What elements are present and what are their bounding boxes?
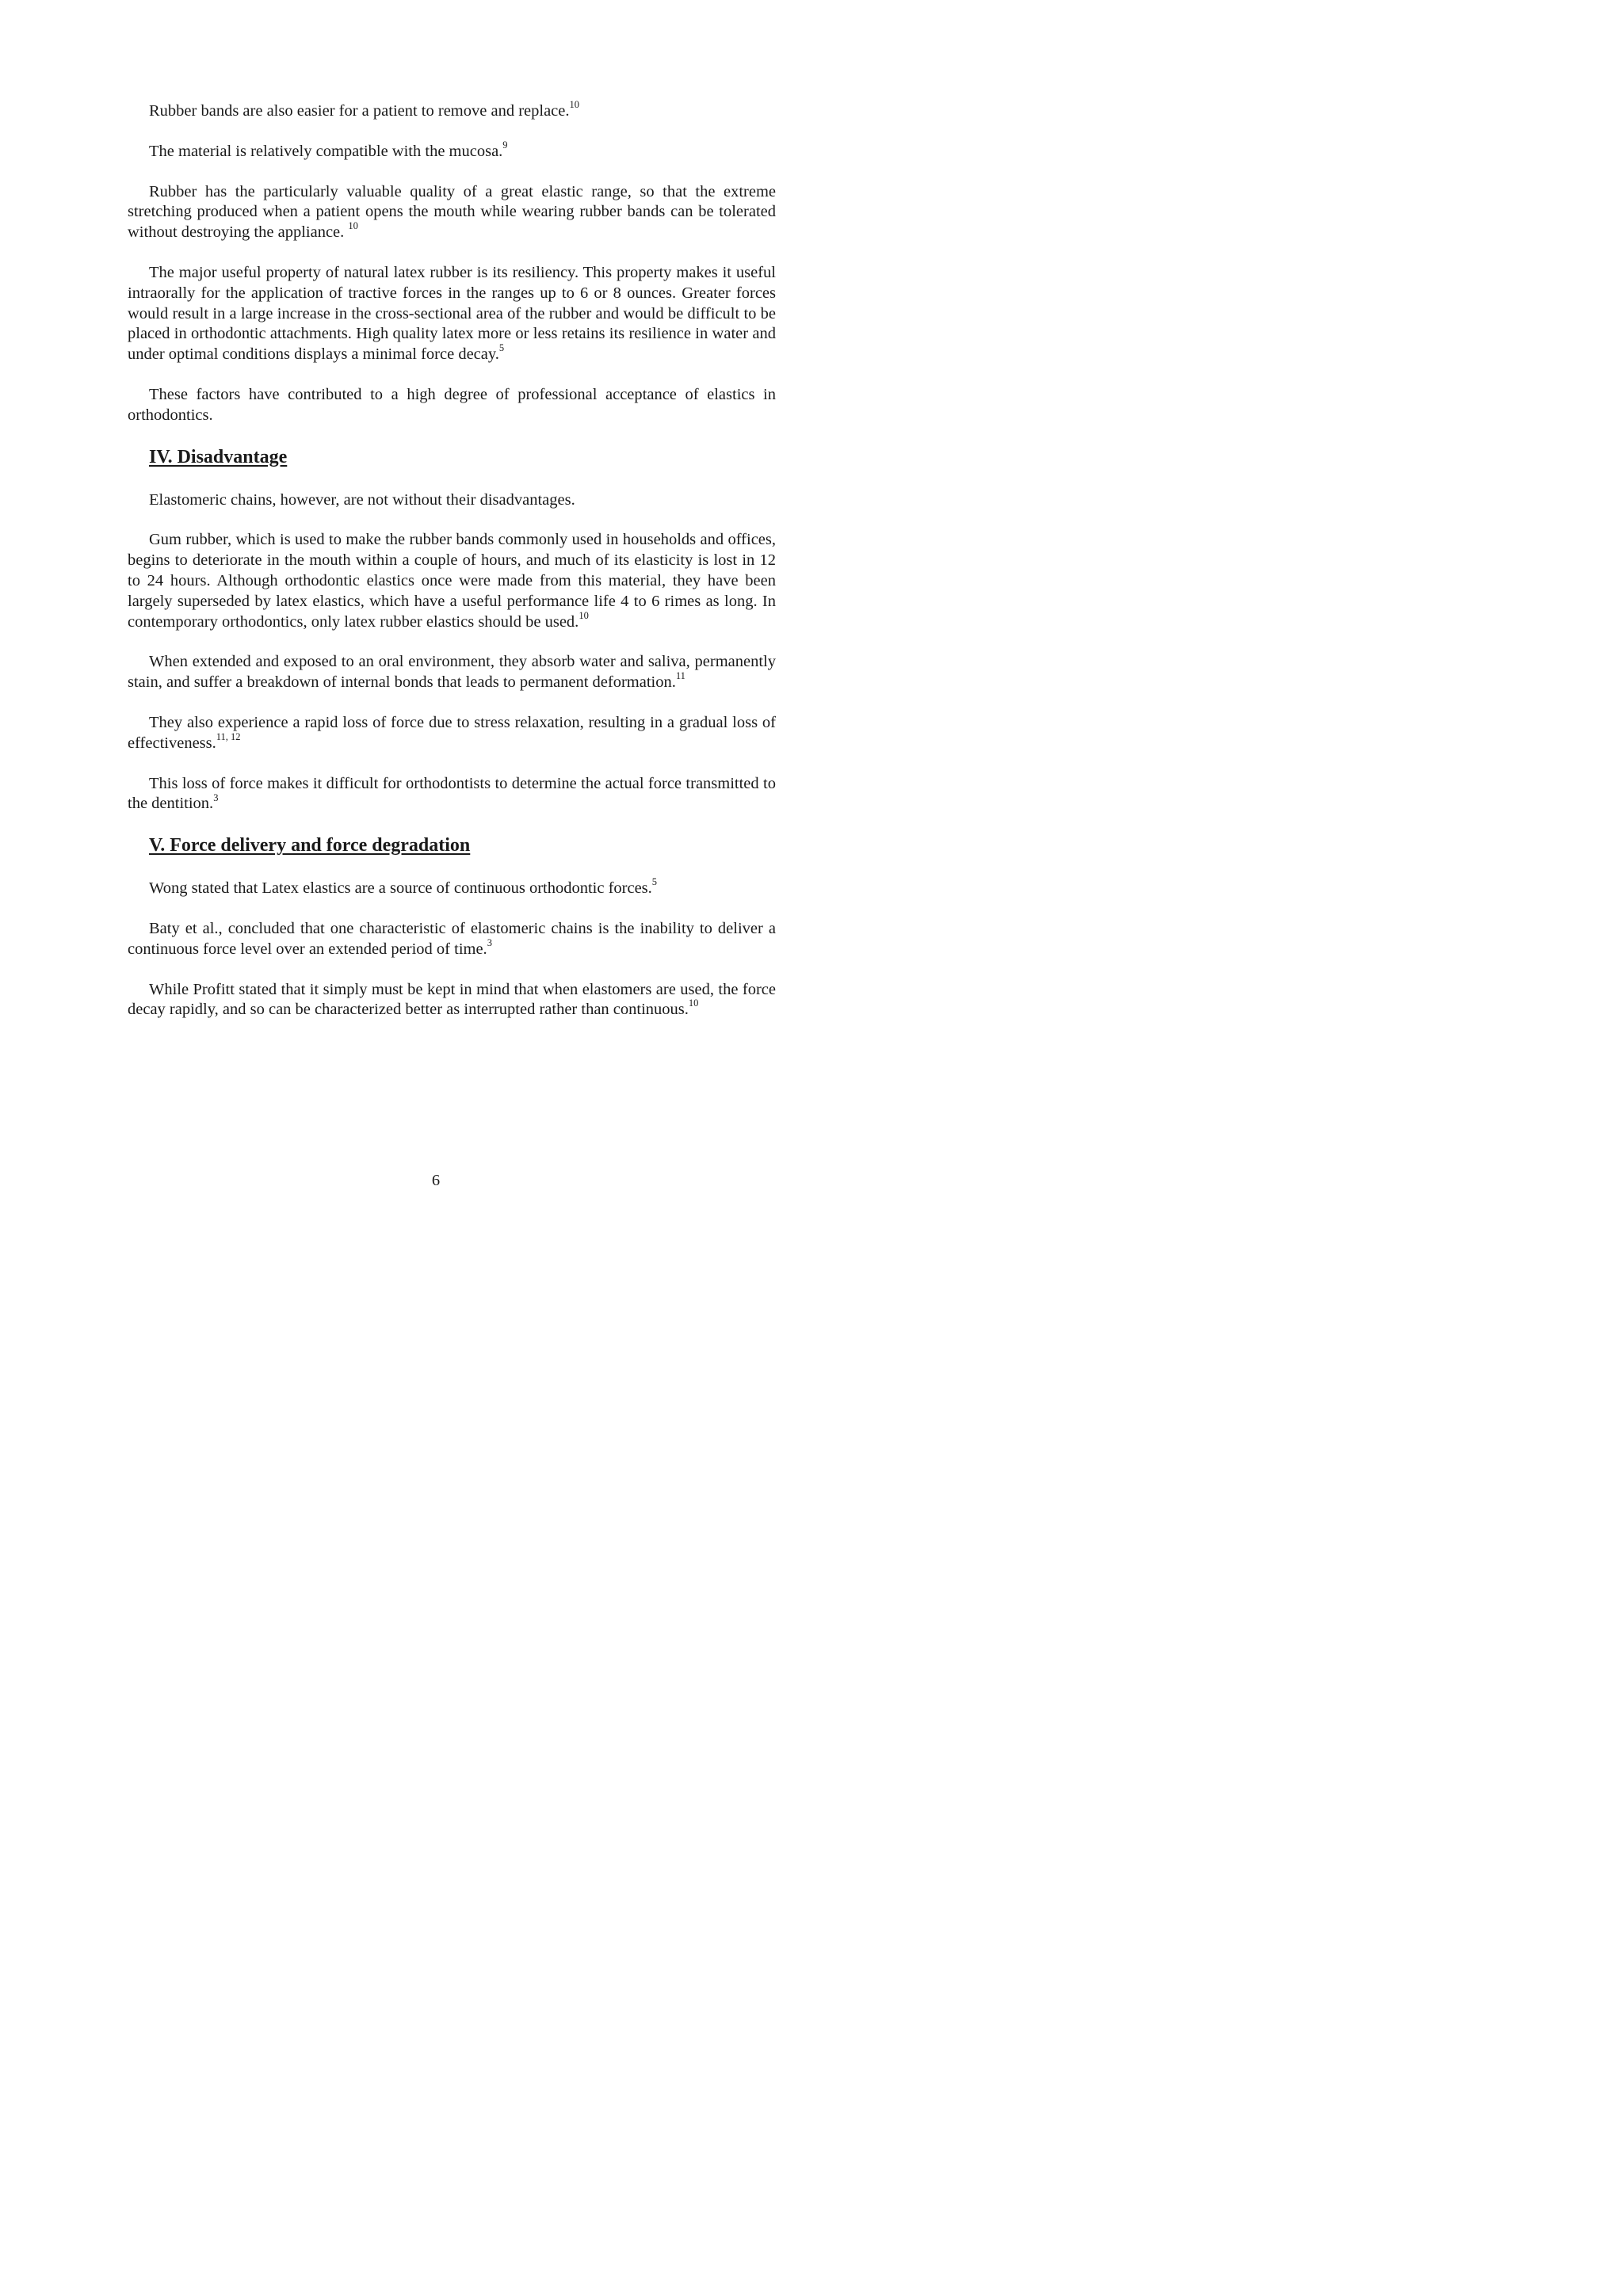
paragraph-baty: [128, 919, 776, 960]
citation-ref: 3: [487, 936, 492, 948]
citation-ref: 3: [213, 791, 219, 803]
paragraph-removal: [128, 101, 776, 122]
paragraph-text: While Profitt stated that it simply must be kept in mind that when elastomers are used, the force decay rapidly, and so can be characterized better as interrupted rather than continuous.: [128, 980, 776, 1019]
paragraph-text: The major useful property of natural latex rubber is its resiliency. This property makes it useful intraorally for the application of tractive forces in the ranges up to 6 or 8 ounces. Greater forces would result in a large increase in the cross-sectional area of the rubber and would be difficult to be placed in orthodontic attachments. High quality latex more or less retains its resilience in water and under optimal conditions displays a minimal force decay.: [128, 263, 776, 364]
paragraph-oral-environment: [128, 652, 776, 693]
document-page: [128, 101, 776, 1040]
section-heading-disadvantage: IV. Disadvantage: [149, 446, 288, 467]
paragraph-elastic-range: [128, 182, 776, 243]
paragraph-text: The material is relatively compatible with the mucosa.: [149, 142, 503, 160]
paragraph-text: They also experience a rapid loss of force due to stress relaxation, resulting in a gradual loss of effectiveness.: [128, 713, 776, 752]
citation-ref: 9: [502, 139, 508, 151]
paragraph-text: Rubber bands are also easier for a patient to remove and replace.: [149, 102, 570, 120]
paragraph-text: Rubber has the particularly valuable quality of a great elastic range, so that the extreme stretching produced when a patient opens the mouth while wearing rubber bands can be tolerated without destroying the appliance.: [128, 182, 776, 242]
paragraph-resiliency: [128, 263, 776, 365]
paragraph-text: Gum rubber, which is used to make the rubber bands commonly used in households and offices, begins to deteriorate in the mouth within a couple of hours, and much of its elasticity is lost in 12 to 24 hours. Although orthodontic elastics once were made from this material, they have been largely superseded by latex elastics, which have a useful performance life 4 to 6 rimes as long. In contemporary orthodontics, only latex rubber elastics should be used.: [128, 531, 776, 631]
citation-ref: 10: [569, 99, 579, 111]
citation-ref: 11: [675, 670, 685, 682]
section-heading-force-delivery: V. Force delivery and force degradation: [149, 835, 471, 856]
paragraph-text: Baty et al., concluded that one characteristic of elastomeric chains is the inability to deliver a continuous force level over an extended period of time.: [128, 919, 776, 958]
citation-ref: 10: [348, 220, 358, 232]
paragraph-text: This loss of force makes it difficult for orthodontists to determine the actual force transmitted to the dentition.: [128, 774, 776, 813]
citation-ref: 10: [688, 997, 699, 1009]
citation-ref: 10: [579, 609, 589, 621]
paragraph-acceptance: [128, 385, 776, 426]
paragraph-stress-relaxation: [128, 713, 776, 754]
paragraph-profitt: [128, 980, 776, 1021]
paragraph-text: Elastomeric chains, however, are not without their disadvantages.: [149, 490, 575, 509]
page-number: 6: [431, 1172, 441, 1189]
paragraph-disadvantages-intro: [128, 490, 776, 511]
paragraph-text: These factors have contributed to a high degree of professional acceptance of elastics in orthodontics.: [128, 385, 776, 424]
paragraph-loss-of-force: [128, 774, 776, 815]
citation-ref: 11, 12: [216, 730, 241, 742]
paragraph-mucosa: [128, 139, 776, 162]
paragraph-wong: [128, 876, 776, 899]
paragraph-text: When extended and exposed to an oral environment, they absorb water and saliva, permanently stain, and suffer a breakdown of internal bonds that leads to permanent deformation.: [128, 653, 776, 692]
paragraph-text: Wong stated that Latex elastics are a source of continuous orthodontic forces.: [149, 879, 652, 898]
paragraph-gum-rubber: [128, 530, 776, 632]
citation-ref: 5: [498, 342, 505, 354]
citation-ref: 5: [651, 876, 658, 888]
